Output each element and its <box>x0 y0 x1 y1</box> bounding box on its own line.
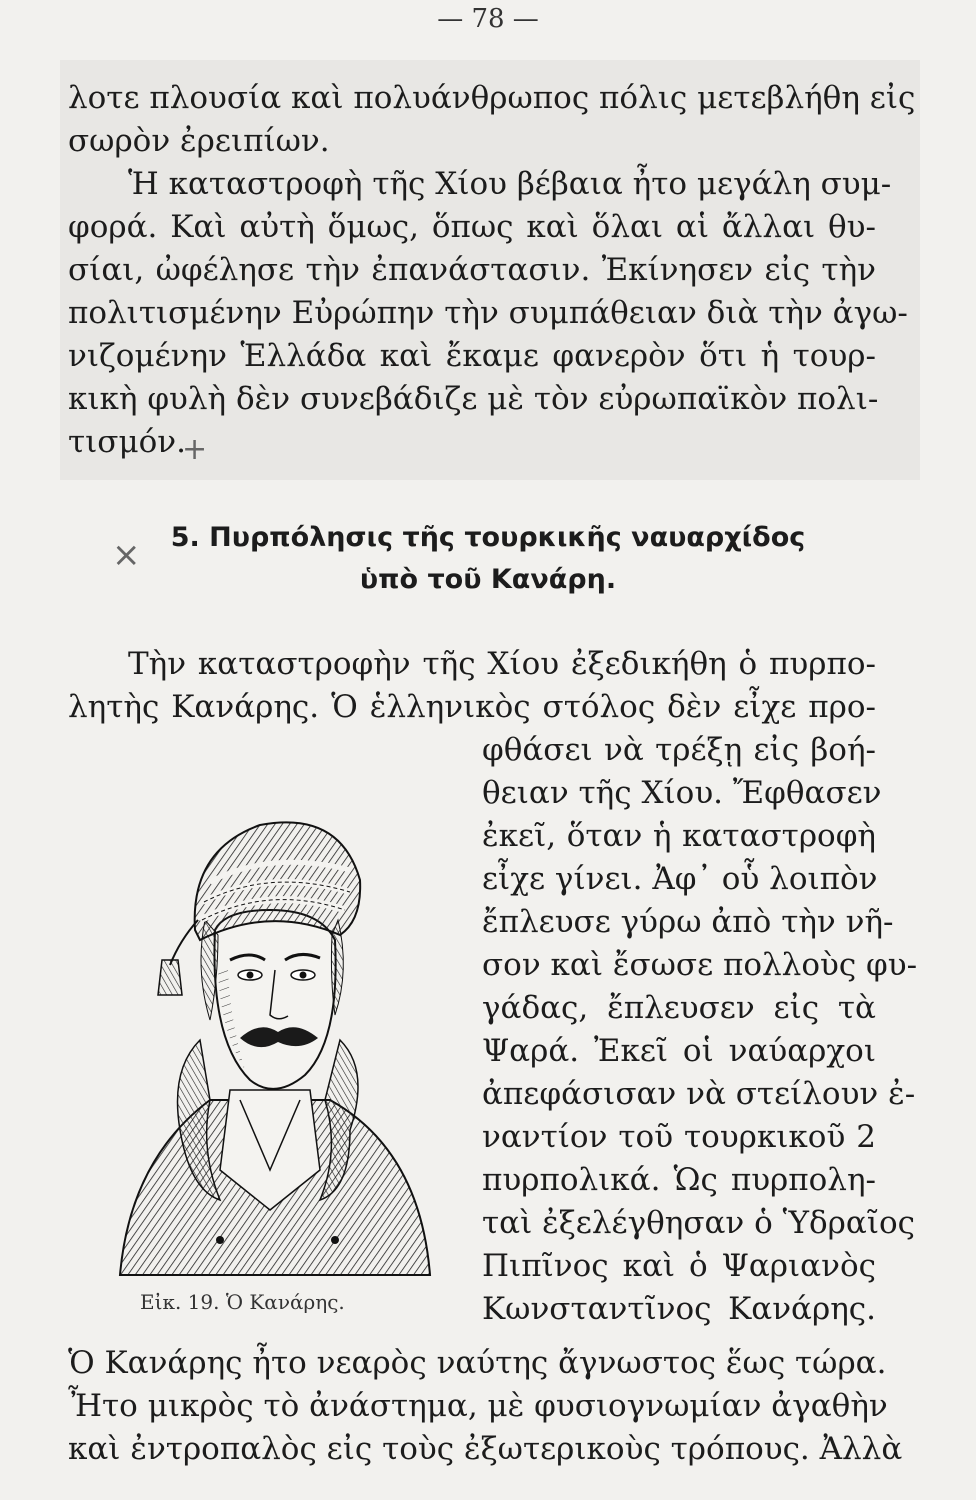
section-heading: 5. Πυρπόλησις τῆς τουρκικῆς ναυαρχίδος <box>170 522 806 553</box>
text-line: Τὴν καταστροφὴν τῆς Χίου ἐξεδικήθη ὁ πυρπο- <box>128 646 876 682</box>
text-line: ἐκεῖ, ὅταν ἡ καταστροφὴ <box>482 818 876 854</box>
text-line: σον καὶ ἔσωσε πολλοὺς φυ- <box>482 947 918 983</box>
figure-caption: Εἰκ. 19. Ὁ Κανάρης. <box>140 1290 345 1314</box>
text-line: φθάσει νὰ τρέξῃ εἰς βοή- <box>482 732 876 768</box>
text-line: ταὶ ἐξελέγθησαν ὁ Ὑδραῖος <box>482 1205 916 1241</box>
text-line: κικὴ φυλὴ δὲν συνεβάδιζε μὲ τὸν εὐρωπαϊκὸν πολι- <box>68 381 879 417</box>
kanaris-portrait-illustration <box>100 770 440 1285</box>
text-line: Ὁ Κανάρης ἦτο νεαρὸς ναύτης ἄγνωστος ἕως τώρα. <box>68 1345 887 1381</box>
text-line: καὶ ἐντροπαλὸς εἰς τοὺς ἐξωτερικοὺς τρόπους. Ἀλλὰ <box>68 1431 903 1467</box>
text-line: τισμόν. <box>68 424 186 460</box>
text-line: λητὴς Κανάρης. Ὁ ἑλληνικὸς στόλος δὲν εἶχε προ- <box>68 689 876 725</box>
text-line: σωρὸν ἐρειπίων. <box>68 123 330 159</box>
text-line: ναντίον τοῦ τουρκικοῦ 2 <box>482 1119 876 1155</box>
text-line: πυρπολικά. Ὡς πυρπολη- <box>482 1162 876 1198</box>
text-line: θειαν τῆς Χίου. Ἔφθασεν <box>482 775 882 811</box>
text-line: γάδας, ἔπλευσεν εἰς τὰ <box>482 990 876 1026</box>
section-subheading: ὑπὸ τοῦ Κανάρη. <box>359 564 617 595</box>
text-line: Ἦτο μικρὸς τὸ ἀνάστημα, μὲ φυσιογνωμίαν ἀγαθὴν <box>68 1388 888 1424</box>
text-line: νιζομένην Ἑλλάδα καὶ ἔκαμε φανερὸν ὅτι ἡ τουρ- <box>68 338 876 374</box>
text-line: σίαι, ὠφέλησε τὴν ἐπανάστασιν. Ἐκίνησεν εἰς τὴν <box>68 252 876 288</box>
text-line: Κωνσταντῖνος Κανάρης. <box>482 1291 876 1327</box>
pencil-cross-mark: + <box>182 432 208 467</box>
pencil-x-mark: × <box>112 535 141 575</box>
text-line: εἶχε γίνει. Ἀφ᾽ οὗ λοιπὸν <box>482 861 878 897</box>
text-line: φορά. Καὶ αὐτὴ ὅμως, ὅπως καὶ ὅλαι αἱ ἄλλαι θυ- <box>68 209 876 245</box>
text-line: πολιτισμένην Εὐρώπην τὴν συμπάθειαν διὰ τὴν ἀγω- <box>68 295 908 331</box>
page-number: — 78 — <box>437 4 539 34</box>
text-line: ἔπλευσε γύρω ἀπὸ τὴν νῆ- <box>482 904 894 940</box>
text-line: λοτε πλουσία καὶ πολυάνθρωπος πόλις μετεβλήθη εἰς <box>68 80 916 116</box>
text-line: Πιπῖνος καὶ ὁ Ψαριανὸς <box>482 1248 876 1284</box>
text-line: Ἡ καταστροφὴ τῆς Χίου βέβαια ἦτο μεγάλη συμ- <box>128 166 892 202</box>
text-line: ἀπεφάσισαν νὰ στείλουν ἐ- <box>482 1076 916 1112</box>
text-line: Ψαρά. Ἐκεῖ οἱ ναύαρχοι <box>482 1033 876 1069</box>
